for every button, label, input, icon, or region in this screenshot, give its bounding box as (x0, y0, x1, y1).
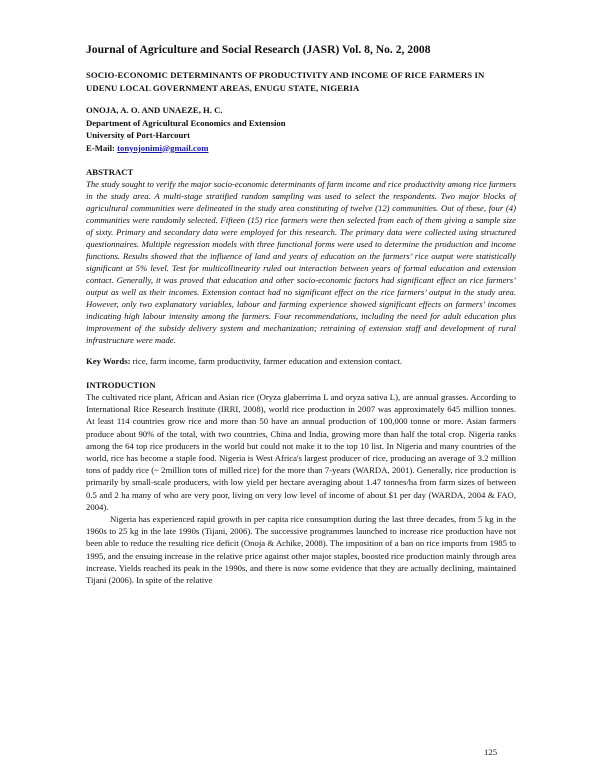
paper-title: SOCIO-ECONOMIC DETERMINANTS OF PRODUCTIVITY AND INCOME OF RICE FARMERS IN UDENU LOCAL GOVERNMENT AREAS, ENUGU STATE, NIGERIA (86, 70, 485, 93)
authors: ONOJA, A. O. AND UNAEZE, H. C. (86, 105, 223, 115)
email-label: E-Mail: (86, 142, 115, 153)
email-line (86, 142, 516, 155)
keywords-label: Key Words: (86, 356, 131, 366)
department: Department of Agricultural Economics and Extension (86, 117, 286, 128)
keywords-text: rice, farm income, farm productivity, farmer education and extension contact. (130, 356, 403, 366)
university: University of Port-Harcourt (86, 130, 191, 140)
intro-heading: INTRODUCTION (86, 380, 156, 390)
intro-paragraph-1: The cultivated rice plant, African and Asian rice (Oryza glaberrima L and oryza sativa L), are annual grasses. According to International Rice Research Institute (IRRI, 2008), world rice production in 2007 was approximately 645 million tonnes. At least 114 countries grow rice and more than 50 have an annual production of 100,000 tonne or more. Asian farmers produce about 90% of the total, with two countries, China and India, growing more than half the total crop. Nigeria ranks among the 64 top rice producers in the world but could not make it to the top 10 list. In Nigeria and many countries of the world, rice has become a staple food. Nigeria is West Africa's largest producer of rice, producing an average of 3.2 million tons of paddy rice (~ 2million tons of milled rice) for the more than 7-years (WARDA, 2001). Generally, rice production is primarily by small-scale producers, with low yield per hectare averaging about 1.47 tonnes/ha from farm sizes of between 0.5 and 2 ha many of who are very poor, living on very low level of income of about $1 per day (WARDA, 2004 & FAO, 2004). (86, 392, 516, 512)
abstract-text: The study sought to verify the major socio-economic determinants of farm income and rice productivity among rice farmers in the study area. A multi-stage stratified random sampling was used to select the respondents. Two major blocks of agricultural communities were delineated in the study area constituting of twelve (12) communities. Out of these, four (4) communities were randomly selected. Fifteen (15) rice farmers were then selected from each of them giving a sample size of sixty. Primary and secondary data were employed for this research. The primary data were collected using structured questionnaires. Multiple regression models with three functional forms were used to determine the production and income functions. Results showed that the influence of land and years of education on the farmers’ rice output were statistically significant at 5% level. Test for multicollinearity ruled out interaction between years of formal education and extension contact. Generally, it was proved that education and other socio-economic factors had significant effect on rice farmers’ output as well as their incomes. Extension contact had no significant effect on the rice farmers’ output in the study area. However, only two explanatory variables, labour and farming experience showed significant effects on farmers’ incomes indicating high labour intensity among the farmers. Four recommendations, including the need for adult education plus improvement of the subsidy delivery system and mechanization; retraining of extension staff and development of rural infrastructure were made. (86, 179, 516, 345)
paper-page (86, 43, 516, 586)
journal-line: Journal of Agriculture and Social Research (JASR) Vol. 8, No. 2, 2008 (86, 43, 431, 56)
intro-paragraph-2: Nigeria has experienced rapid growth in per capita rice consumption during the last three decades, from 5 kg in the 1960s to 25 kg in the late 1990s (Tijani, 2006). The successive programmes launched to increase rice production have not been able to reduce the resulting rice deficit (Onoja & Achike, 2008). The imposition of a ban on rice imports from 1985 to 1995, and the ensuing increase in the relative price against other major staples, boosted rice production mainly through area increase. Yields reached its peak in the 1990s, and there is now some evidence that they are actually declining, maintained Tijani (2006). In spite of the relative (86, 514, 516, 586)
page-number: 125 (484, 747, 498, 757)
email-link[interactable]: tonyojonimi@gmail.com (117, 142, 209, 153)
keywords (86, 355, 516, 367)
abstract-heading: ABSTRACT (86, 167, 134, 177)
